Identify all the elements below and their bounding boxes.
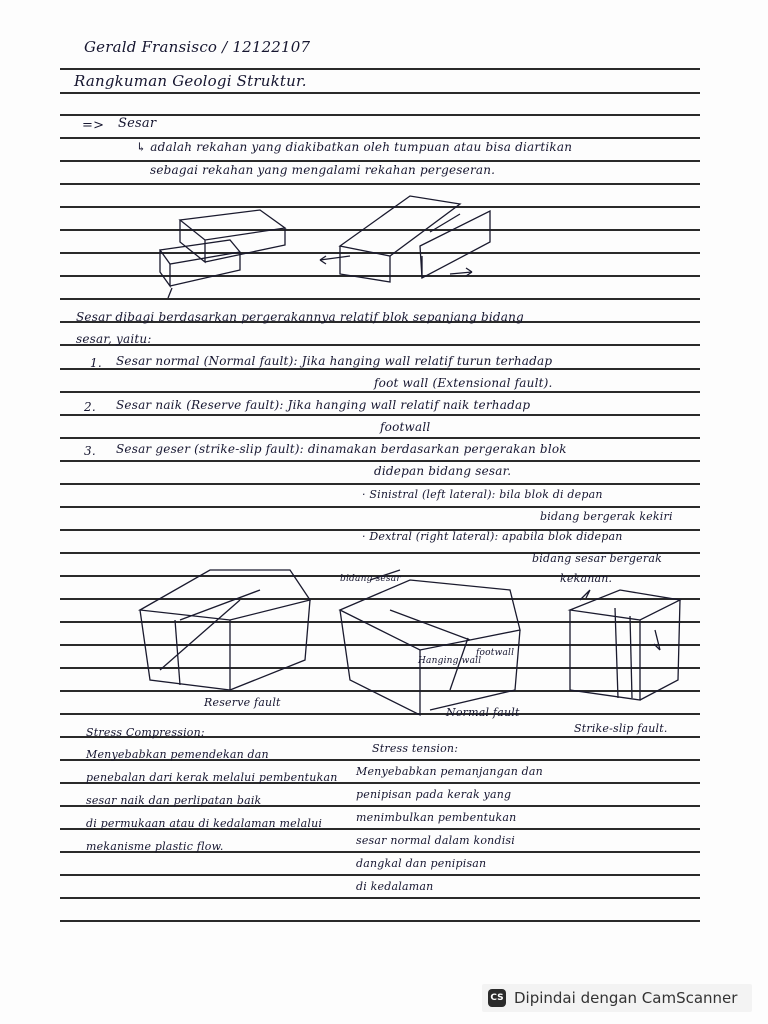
arrow-marker: => <box>82 118 105 133</box>
fault-block-sketch-1 <box>150 190 300 304</box>
page-title: Rangkuman Geologi Struktur. <box>74 72 307 90</box>
rule-line <box>60 483 700 485</box>
sinistral-line-2: bidang bergerak kekiri <box>540 510 673 523</box>
item-number: 1. <box>90 356 102 370</box>
strike-slip-sketch <box>560 580 690 714</box>
dextral-line-1: · Dextral (right lateral): apabila blok didepan <box>362 530 623 543</box>
compression-line: Menyebabkan pemendekan dan <box>86 748 269 761</box>
item-reverse-line-2: footwall <box>380 420 431 434</box>
section-heading: Sesar <box>118 116 157 131</box>
tension-line: Menyebabkan pemanjangan dan <box>356 765 543 778</box>
rule-line <box>60 160 700 162</box>
dextral-line-2: bidang sesar bergerak <box>532 552 662 565</box>
rule-line <box>60 344 700 346</box>
tension-line: di kedalaman <box>356 880 434 893</box>
tension-line: penipisan pada kerak yang <box>356 788 512 801</box>
compression-line: sesar naik dan perlipatan baik <box>86 794 262 807</box>
rule-line <box>60 92 700 94</box>
camscanner-logo-icon: CS <box>488 989 506 1007</box>
item-number: 3. <box>84 444 96 458</box>
normal-fault-label: Normal fault <box>446 706 520 719</box>
rule-line <box>60 437 700 439</box>
sinistral-line-1: · Sinistral (left lateral): bila blok di depan <box>362 488 603 501</box>
item-number: 2. <box>84 400 96 414</box>
item-normal-line-2: foot wall (Extensional fault). <box>374 376 553 390</box>
classification-intro-2: sesar, yaitu: <box>76 332 152 346</box>
definition-line-1: ↳ adalah rekahan yang diakibatkan oleh tumpuan atau bisa diartikan <box>136 140 573 154</box>
item-strike-line-2: didepan bidang sesar. <box>374 464 512 478</box>
rule-line <box>60 414 700 416</box>
definition-line-2: sebagai rekahan yang mengalami rekahan pergeseran. <box>150 163 496 177</box>
compression-line: di permukaan atau di kedalaman melalui <box>86 817 323 830</box>
rule-line <box>60 460 700 462</box>
compression-line: penebalan dari kerak melalui pembentukan <box>86 771 338 784</box>
tension-title: Stress tension: <box>372 742 459 755</box>
rule-line <box>60 68 700 70</box>
item-reverse-line-1: Sesar naik (Reserve fault): Jika hanging wall relatif naik terhadap <box>116 398 531 412</box>
reverse-fault-label: Reserve fault <box>204 696 281 709</box>
fault-block-sketch-2 <box>310 186 500 300</box>
normal-fault-sketch <box>330 570 530 724</box>
footwall-label: footwall <box>476 648 515 658</box>
rule-line <box>60 920 700 922</box>
item-normal-line-1: Sesar normal (Normal fault): Jika hanging wall relatif turun terhadap <box>116 354 553 368</box>
camscanner-watermark <box>482 984 752 1012</box>
dextral-line-3: kekanan. <box>560 572 613 585</box>
author-line: Gerald Fransisco / 12122107 <box>84 38 311 56</box>
bidang-sesar-label: bidang sesar <box>340 574 401 584</box>
rule-line <box>60 183 700 185</box>
tension-line: menimbulkan pembentukan <box>356 811 517 824</box>
rule-line <box>60 874 700 876</box>
strike-slip-label: Strike-slip fault. <box>574 722 668 735</box>
reverse-fault-sketch <box>120 560 320 704</box>
rule-line <box>60 506 700 508</box>
tension-line: dangkal dan penipisan <box>356 857 487 870</box>
rule-line <box>60 368 700 370</box>
classification-intro-1: Sesar dibagi berdasarkan pergerakannya relatif blok sepanjang bidang <box>76 310 524 324</box>
compression-title: Stress Compression: <box>86 726 205 739</box>
rule-line <box>60 897 700 899</box>
tension-line: sesar normal dalam kondisi <box>356 834 515 847</box>
camscanner-text: Dipindai dengan CamScanner <box>514 989 738 1007</box>
hanging-wall-label: Hanging wall <box>418 656 482 666</box>
rule-line <box>60 137 700 139</box>
item-strike-line-1: Sesar geser (strike-slip fault): dinamakan berdasarkan pergerakan blok <box>116 442 567 456</box>
rule-line <box>60 391 700 393</box>
compression-line: mekanisme plastic flow. <box>86 840 224 853</box>
